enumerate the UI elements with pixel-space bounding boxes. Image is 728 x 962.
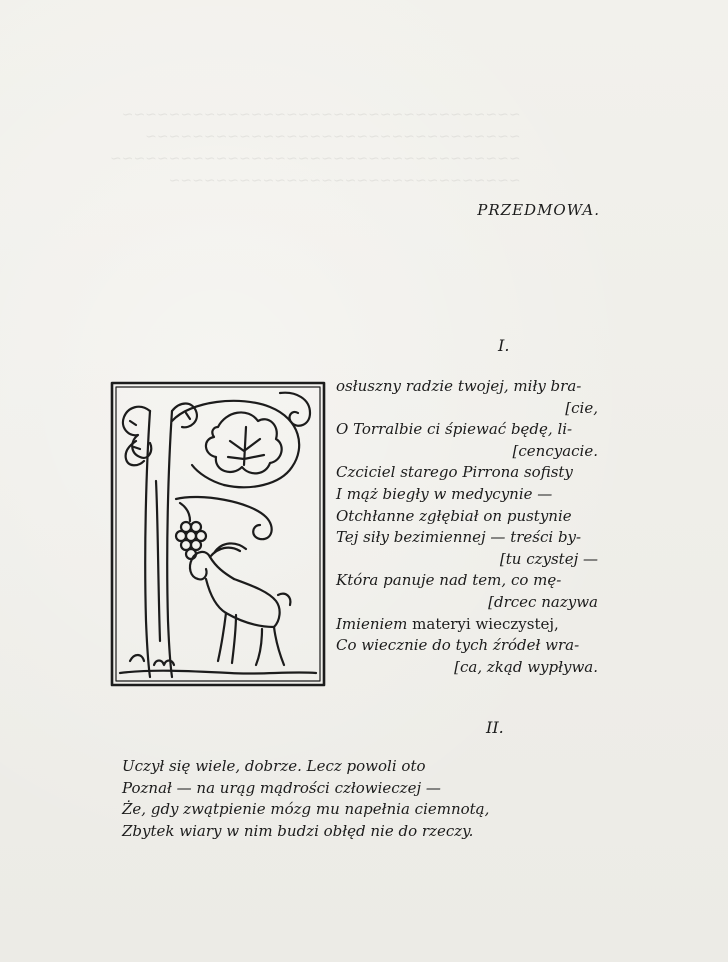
verse-line: Czciciel starego Pirrona sofisty xyxy=(336,463,573,482)
verse-line: [drcec nazywa xyxy=(488,592,598,611)
verse-line-italic-prefix: Imieniem xyxy=(336,614,408,633)
verse-line: I mąż biegły w medycynie — xyxy=(336,484,553,503)
verse-line: Co wiecznie do tych źródeł wra- xyxy=(336,636,580,655)
verse-line: Która panuje nad tem, co mę- xyxy=(336,571,562,590)
part-number: I. xyxy=(498,336,510,355)
verse-line: [cencyacie. xyxy=(512,441,598,460)
verse-line: [cie, xyxy=(565,398,598,417)
verse-line: [tu czystej — xyxy=(499,549,598,568)
verse-line: Zbytek wiary w nim budzi obłęd nie do rzeczy. xyxy=(122,821,474,840)
verse-line: Tej siły bezimiennej — treści by- xyxy=(336,528,582,547)
verse-line: O Torralbie ci śpiewać będę, li- xyxy=(336,420,573,439)
verse-line-upright-rest: materyi wieczystej, xyxy=(412,614,559,633)
part-number: II. xyxy=(486,718,504,737)
verse-line-mixed xyxy=(336,614,598,636)
section-title: PRZEDMOWA. xyxy=(477,201,600,219)
stanza-one xyxy=(336,376,598,678)
verse-line: Że, gdy zwątpienie mózg mu napełnia ciemnotą, xyxy=(122,800,490,819)
show-through-texture: ~~~~~~~~~~~~~~~~~~~~~~~~~~~~~~~~~~ ~~~~~~~~~~~~~~~~~~~~~~~~~~~~~~~~ ~~~~~~~~~~~~~~~~~~~~~~~~~~~~~~~~~~~ ~~~~~~~~~~~~~~~~~~~~~~~~~~~~~~ xyxy=(110,107,521,189)
verse-line: Otchłanne zgłębiał on pustynie xyxy=(336,506,572,525)
stanza-two xyxy=(122,756,500,842)
verse-line: Poznał — na urąg mądrości człowieczej — xyxy=(122,778,441,797)
verse-line: [ca, zkąd wypływa. xyxy=(454,657,598,676)
illuminated-initial-p-tree-goat-icon xyxy=(110,381,326,687)
verse-line: Uczył się wiele, dobrze. Lecz powoli oto xyxy=(122,757,426,775)
verse-line: osłuszny radzie twojej, miły bra- xyxy=(336,377,582,395)
